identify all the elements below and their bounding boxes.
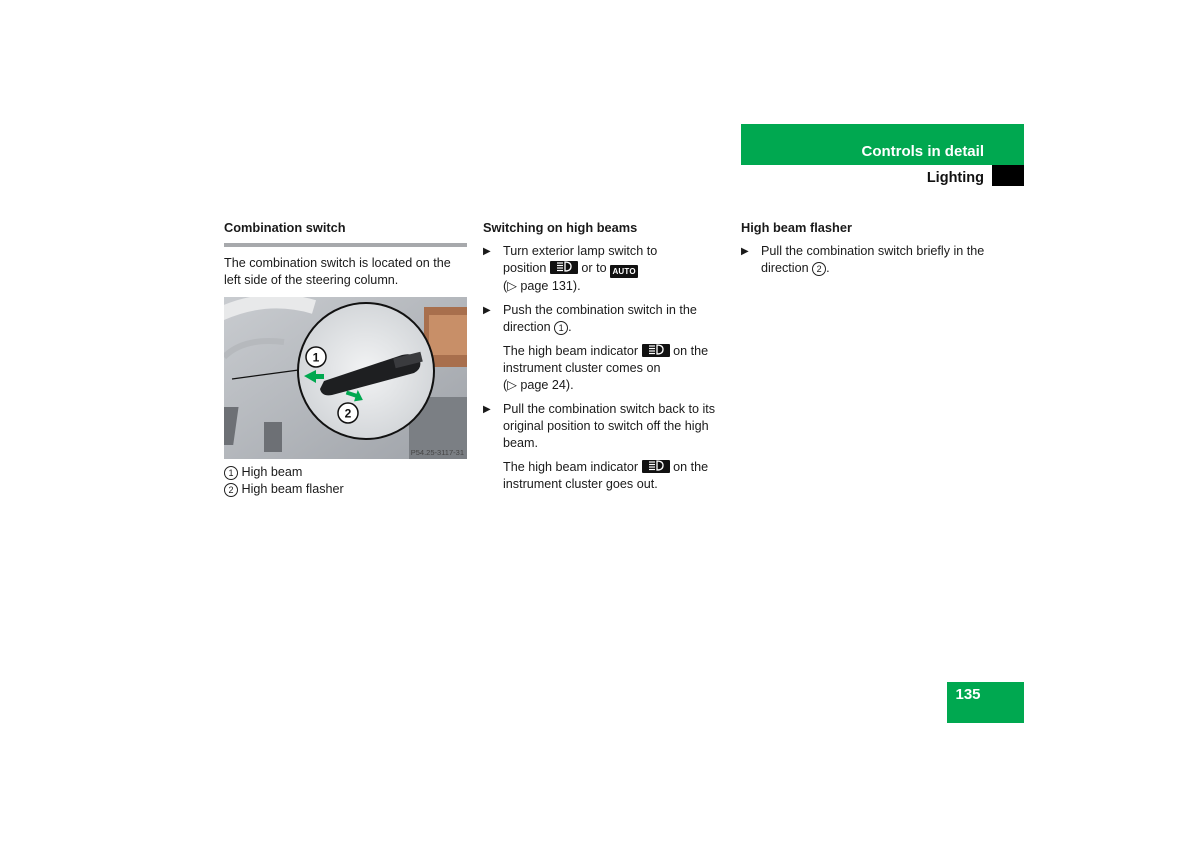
note-text: on the instrument cluster comes on (503, 344, 709, 375)
bullet-triangle-icon: ▶ (483, 246, 491, 257)
figure-code: P54.25-3117-31 (410, 448, 464, 457)
subsection-title: Lighting (926, 170, 984, 186)
step-text: . (568, 320, 572, 334)
figure-label-2: 2 (344, 406, 352, 421)
step-text: . (826, 261, 830, 275)
page-reference: (▷ page 131). (503, 279, 581, 293)
note-text: on the instrument cluster goes out. (503, 460, 709, 491)
legend-number: 1 (224, 466, 238, 480)
note-indicator-on (483, 343, 729, 394)
page-number: 135 (955, 686, 981, 703)
high-beam-indicator-icon (642, 344, 670, 357)
legend-text: High beam flasher (241, 482, 344, 496)
section-title: Controls in detail (861, 143, 984, 160)
step-text: Pull the combination switch briefly in the direction (761, 244, 985, 275)
figure-label-1: 1 (312, 350, 320, 365)
step-text: Push the combination switch in the direction (503, 303, 697, 334)
combination-switch-figure (224, 297, 467, 459)
direction-number: 1 (554, 321, 568, 335)
step-text: Turn exterior lamp switch to (503, 244, 658, 258)
step-1 (483, 243, 729, 295)
column-high-beam-flasher (741, 219, 987, 277)
heading-combination-switch: Combination switch (224, 220, 346, 235)
legend-item (224, 481, 467, 498)
step-text: position (503, 261, 547, 275)
note-indicator-off (483, 459, 729, 493)
heading-switching-on-high-beams: Switching on high beams (483, 220, 638, 235)
legend-number: 2 (224, 483, 238, 497)
column-switching-on-high-beams (483, 219, 729, 493)
heading-rule (224, 243, 467, 247)
bullet-triangle-icon: ▶ (483, 305, 491, 316)
step-3 (483, 401, 729, 452)
step-text: Pull the combination switch back to its original position to switch off the high beam. (503, 402, 716, 450)
high-beam-symbol-icon (550, 261, 578, 274)
column-combination-switch (224, 219, 467, 498)
auto-symbol-icon: AUTO (610, 265, 638, 278)
direction-number: 2 (812, 262, 826, 276)
bullet-triangle-icon: ▶ (741, 246, 749, 257)
legend-item (224, 464, 467, 481)
bullet-triangle-icon: ▶ (483, 404, 491, 415)
step-text: or to (581, 261, 607, 275)
legend-text: High beam (241, 465, 303, 479)
figure-legend (224, 464, 467, 498)
combination-switch-photo (224, 297, 467, 459)
intro-text: The combination switch is located on the left side of the steering column. (224, 256, 451, 287)
heading-high-beam-flasher: High beam flasher (741, 220, 852, 235)
note-text: The high beam indicator (503, 344, 639, 358)
step-2 (483, 302, 729, 336)
subsection-marker (992, 165, 1024, 186)
page-reference: (▷ page 24). (503, 378, 574, 392)
note-text: The high beam indicator (503, 460, 639, 474)
high-beam-indicator-icon (642, 460, 670, 473)
step-flasher (741, 243, 987, 277)
